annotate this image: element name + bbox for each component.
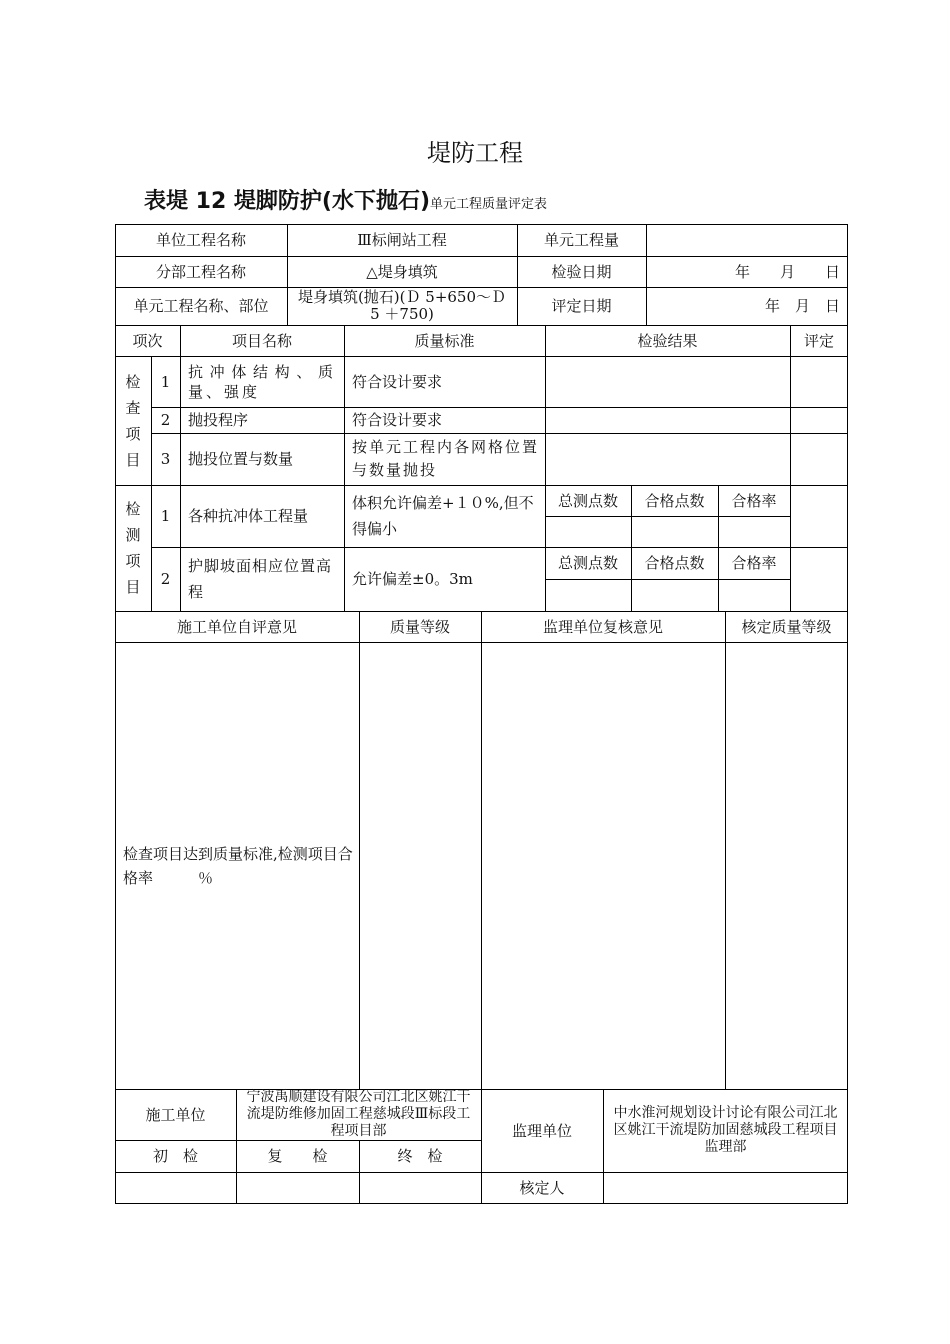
inspection-row-3-name: 抛投位置与数量	[188, 450, 294, 468]
self-eval-text: 检查项目达到质量标准,检测项目合格率 ％	[123, 844, 353, 887]
col-standard: 质量标准	[414, 331, 475, 350]
sub-project-value: △堤身填筑	[366, 262, 438, 281]
first-check-label: 初 检	[152, 1147, 198, 1165]
inspection-row-1-standard: 符合设计要求	[352, 372, 443, 391]
inspection-group-label: 检查项目	[125, 372, 141, 469]
measurement-row-2-rate-header: 合格率	[731, 554, 777, 572]
inspection-row-3-standard: 按单元工程内各网格位置与数量抛投	[352, 438, 540, 479]
measurement-row-1-standard: 体积允许偏差+１０%,但不得偏小	[352, 494, 534, 538]
measurement-row-2-no: 2	[160, 570, 171, 588]
sub-project-label: 分部工程名称	[155, 262, 246, 281]
supervisor-name: 中水淮河规划设计讨论有限公司江北区姚江干流堤防加固慈城段工程项目监理部	[613, 1105, 838, 1155]
measurement-row-2-standard: 允许偏差±0。3m	[352, 570, 473, 588]
measurement-row-1-passed-header: 合格点数	[644, 491, 705, 510]
final-grade-header: 核定质量等级	[741, 617, 832, 636]
measurement-row-1-total-header: 总测点数	[557, 491, 618, 510]
col-item-name: 项目名称	[231, 331, 292, 350]
measurement-group-label: 检测项目	[125, 500, 141, 596]
measurement-row-1-name: 各种抗冲体工程量	[188, 507, 309, 525]
inspection-row-2-standard: 符合设计要求	[352, 411, 443, 429]
re-check-label: 复 检	[267, 1147, 328, 1165]
supervisor-review-header: 监理单位复核意见	[542, 617, 663, 636]
quality-grade-header: 质量等级	[389, 617, 450, 636]
measurement-row-1-rate-header: 合格率	[731, 491, 777, 510]
contractor-label: 施工单位	[145, 1105, 206, 1124]
inspection-row-1-name: 抗冲体结构、质量、强度	[188, 362, 336, 401]
measurement-row-1-no: 1	[160, 507, 171, 525]
approver-label: 核定人	[519, 1178, 565, 1197]
unit-quantity-value	[646, 224, 848, 256]
element-name-label: 单元工程名称、部位	[133, 297, 269, 315]
unit-project-label: 单位工程名称	[155, 231, 246, 249]
unit-project-value: Ⅲ标闸站工程	[357, 231, 447, 249]
inspection-row-1-no: 1	[160, 372, 171, 391]
self-eval-header: 施工单位自评意见	[176, 617, 297, 636]
form-title-suffix: 单元工程质量评定表	[430, 197, 548, 212]
element-name-value: 堤身填筑(抛石)(Ｄ 5+650～Ｄ 5 ＋750)	[297, 288, 507, 323]
final-check-label: 终 检	[397, 1147, 443, 1165]
form-title-main: 表堤 12 堤脚防护(水下抛石)	[144, 189, 431, 214]
inspect-date-value: 年 月 日	[734, 262, 840, 281]
inspection-row-2-no: 2	[160, 411, 171, 429]
measurement-row-2-total-header: 总测点数	[557, 554, 618, 572]
document-title: 堤防工程	[427, 139, 523, 167]
inspect-date-label: 检验日期	[551, 262, 612, 281]
inspection-row-2-name: 抛投程序	[188, 411, 249, 429]
col-rating: 评定	[803, 331, 834, 350]
measurement-row-2-passed-header: 合格点数	[644, 554, 705, 572]
contractor-name: 宁波禹顺建设有限公司江北区姚江干流堤防维修加固工程慈城段Ⅲ标段工程项目部	[246, 1089, 471, 1139]
col-order: 项次	[132, 331, 163, 350]
inspection-row-3-no: 3	[160, 450, 171, 468]
measurement-row-2-name: 护脚坡面相应位置高程	[188, 557, 333, 601]
unit-quantity-label: 单元工程量	[543, 231, 619, 249]
eval-date-label: 评定日期	[551, 297, 612, 315]
supervisor-label: 监理单位	[511, 1121, 572, 1140]
col-result: 检验结果	[637, 331, 698, 350]
eval-date-value: 年 月 日	[764, 297, 840, 315]
